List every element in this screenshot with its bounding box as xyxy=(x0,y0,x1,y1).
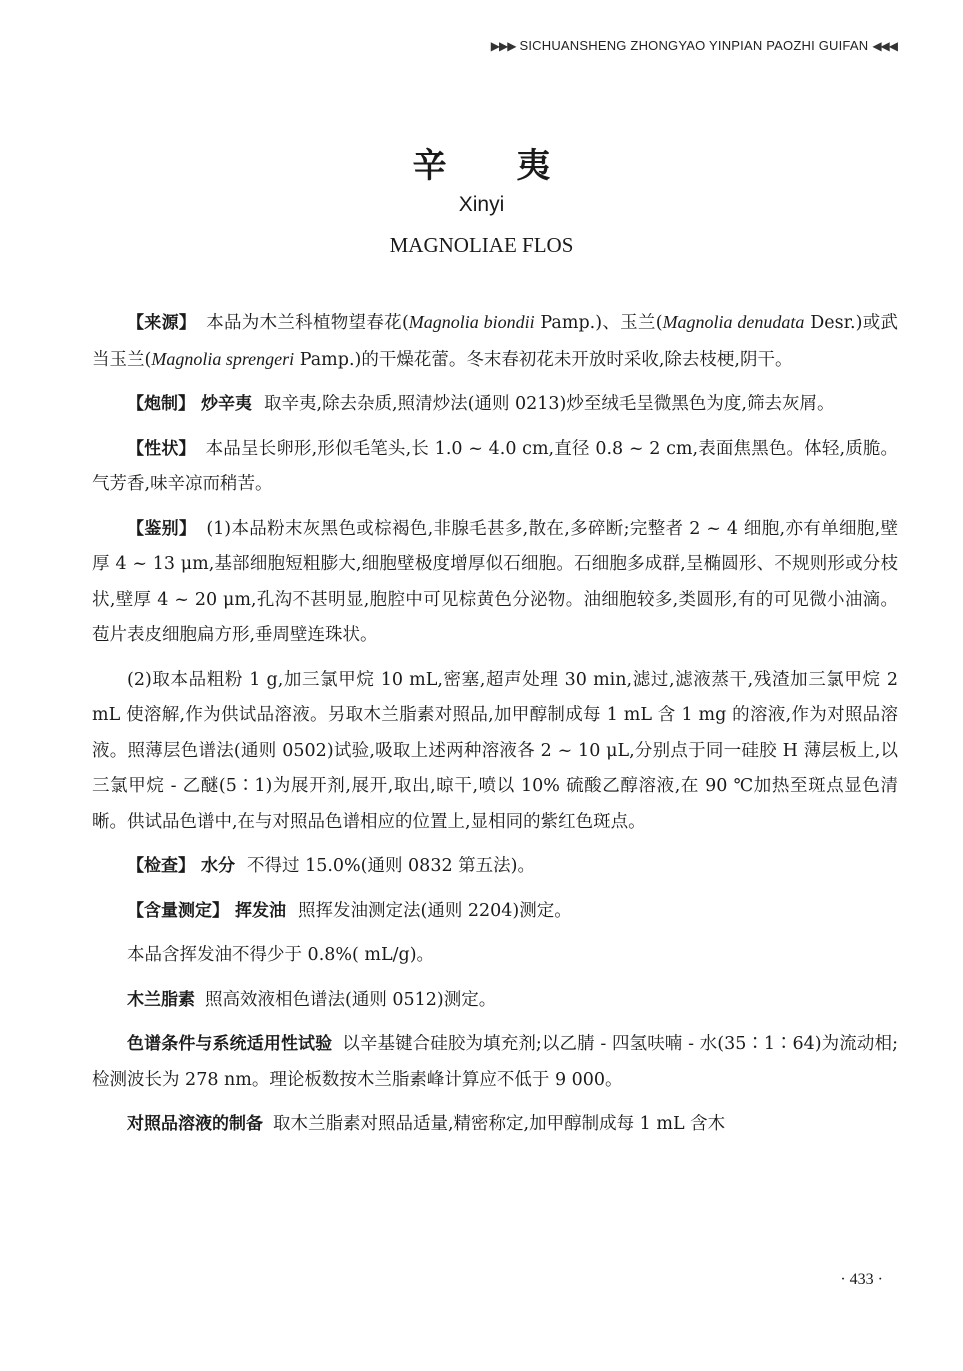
species-name-1: Magnolia biondii xyxy=(408,312,535,332)
assay-item-oil: 挥发油 xyxy=(235,900,286,921)
source-text-2: Pamp.)、玉兰( xyxy=(534,313,663,333)
section-inspection xyxy=(92,849,898,885)
assay-oil-limit-text: 本品含挥发油不得少于 0.8%( mL/g)。 xyxy=(127,945,435,965)
processing-method: 炒辛夷 xyxy=(201,394,252,414)
title-latin: MAGNOLIAE FLOS xyxy=(389,233,574,257)
page-number: · 433 · xyxy=(840,1271,883,1288)
assay-reference-prep xyxy=(92,1107,898,1143)
header-left-arrows-icon: ▶▶▶ xyxy=(490,38,516,53)
assay-chromatography-label: 色谱条件与系统适用性试验 xyxy=(127,1034,333,1054)
section-processing xyxy=(92,387,898,423)
section-character xyxy=(92,432,898,503)
species-name-3: Magnolia sprengeri xyxy=(151,348,295,369)
title-pinyin: Xinyi xyxy=(458,193,505,216)
source-label: 【来源】 xyxy=(127,313,197,333)
assay-item-magnolin: 木兰脂素 xyxy=(127,989,195,1010)
character-text: 本品呈长卵形,形似毛笔头,长 1.0 ~ 4.0 cm,直径 0.8 ~ 2 cm,表面焦黑色。体轻,质脆。气芳香,味辛凉而稍苦。 xyxy=(92,438,899,494)
section-source xyxy=(92,305,898,378)
identification-paragraph-2 xyxy=(92,663,898,841)
section-assay xyxy=(92,894,898,930)
assay-oil-limit xyxy=(92,938,898,974)
monograph-body xyxy=(92,305,898,1152)
inspection-item: 水分 xyxy=(201,856,235,876)
assay-label: 【含量测定】 xyxy=(127,900,229,921)
identification-label: 【鉴别】 xyxy=(127,518,197,539)
character-label: 【性状】 xyxy=(127,438,196,459)
running-header xyxy=(491,38,897,53)
assay-magnolin-text: 照高效液相色谱法(通则 0512)测定。 xyxy=(205,989,497,1010)
header-right-arrows-icon: ◀◀◀ xyxy=(872,38,897,53)
processing-text: 取辛夷,除去杂质,照清炒法(通则 0213)炒至绒毛呈微黑色为度,筛去灰屑。 xyxy=(264,394,835,414)
inspection-text: 不得过 15.0%(通则 0832 第五法)。 xyxy=(247,856,535,876)
assay-chromatography xyxy=(92,1027,898,1098)
assay-chromatography-text: 以辛基键合硅胶为填充剂;以乙腈 - 四氢呋喃 - 水(35∶1∶64)为流动相;检测波长为 278 nm。理论板数按木兰脂素峰计算应不低于 9 000。 xyxy=(92,1034,898,1090)
source-text-1: 本品为木兰科植物望春花( xyxy=(206,313,409,333)
source-text-4: Pamp.)的干燥花蕾。冬末春初花未开放时采收,除去枝梗,阴干。 xyxy=(294,349,793,370)
section-identification xyxy=(92,512,898,654)
processing-label: 【炮制】 xyxy=(127,394,195,414)
inspection-label: 【检查】 xyxy=(127,856,195,876)
source-text-3: Desr.)或武当玉兰( xyxy=(92,313,899,370)
assay-reference-label: 对照品溶液的制备 xyxy=(127,1114,263,1134)
species-name-2: Magnolia denudata xyxy=(662,312,805,332)
header-text: SICHUANSHENG ZHONGYAO YINPIAN PAOZHI GUIFAN xyxy=(519,38,869,53)
identification-text-1: (1)本品粉末灰黑色或棕褐色,非腺毛甚多,散在,多碎断;完整者 2 ~ 4 细胞,亦有单细胞,壁厚 4 ~ 13 μm,基部细胞短粗膨大,细胞壁极度增厚似石细胞。石细胞多成群,呈椭圆形、不规则形或分枝状,壁厚 4 ~ 20 μm,孔沟不甚明显,胞腔中可见棕黄色分泌物。油细胞较多,类圆形,有的可见微小油滴。苞片表皮细胞扁方形,垂周壁连珠状。 xyxy=(92,518,899,645)
identification-text-2: (2)取本品粗粉 1 g,加三氯甲烷 10 mL,密塞,超声处理 30 min,滤过,滤液蒸干,残渣加三氯甲烷 2 mL 使溶解,作为供试品溶液。另取木兰脂素对照品,加甲醇制成每 1 mL 含 1 mg 的溶液,作为对照品溶液。照薄层色谱法(通则 0502)试验,吸取上述两种溶液各 2 ~ 10 μL,分别点于同一硅胶 H 薄层板上,以三氯甲烷 - 乙醚(5∶1)为展开剂,展开,取出,晾干,喷以 10% 硫酸乙醇溶液,在 90 ℃加热至斑点显色清晰。供试品色谱中,在与对照品色谱相应的位置上,显相同的紫红色斑点。 xyxy=(92,669,898,832)
page-title: 辛夷 xyxy=(412,146,621,186)
assay-reference-text: 取木兰脂素对照品适量,精密称定,加甲醇制成每 1 mL 含木 xyxy=(273,1114,726,1134)
assay-magnolin xyxy=(92,983,898,1019)
assay-text: 照挥发油测定法(通则 2204)测定。 xyxy=(298,900,572,921)
